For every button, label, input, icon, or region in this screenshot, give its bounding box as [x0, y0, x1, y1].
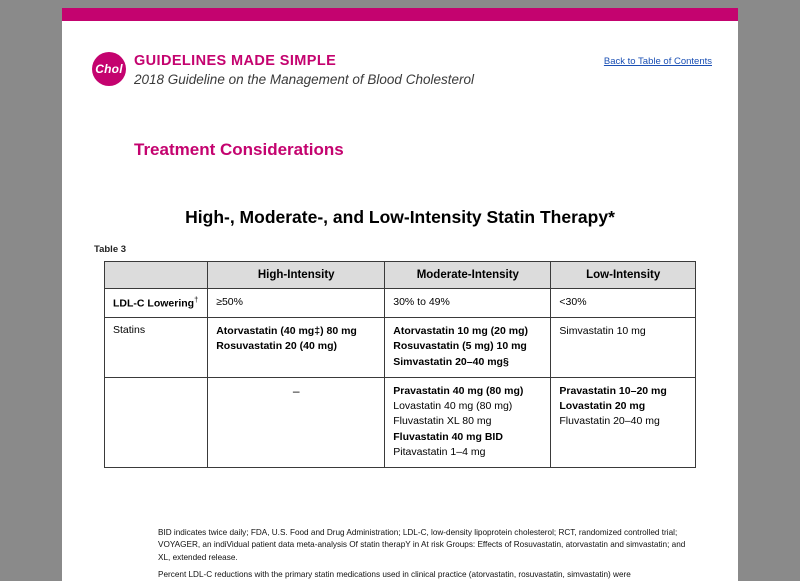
- statin-therapy-table: [104, 261, 696, 468]
- cell-line: Rosuvastatin (5 mg) 10 mg: [393, 340, 527, 353]
- cell-line: Lovastatin 40 mg (80 mg): [393, 400, 513, 413]
- footnote-abbreviations: BID indicates twice daily; FDA, U.S. Food and Drug Administration; LDL-C, low-density lipoprotein cholesterol; RCT, randomized controlled trial; VOYAGER, an indiVidual patient data meta-analysis Of statin therapY in At risk Groups: Effects of Rosuvastatin, atorvastatin and simvastatin; and XL, extended release.: [158, 528, 686, 562]
- cell-low-ldl: [551, 289, 696, 318]
- table-label: Table 3: [94, 244, 127, 255]
- table-row: [105, 289, 696, 318]
- guidelines-made-simple-title: GUIDELINES MADE SIMPLE: [134, 53, 337, 69]
- cell-line: Atorvastatin 10 mg (20 mg): [393, 325, 529, 338]
- cell-high-none: [208, 377, 385, 467]
- row-label-text: LDL-C Lowering: [113, 297, 195, 310]
- row-label-empty: [105, 377, 208, 467]
- table-header-moderate-intensity: Moderate-Intensity: [385, 262, 551, 289]
- cell-line: Rosuvastatin 20 (40 mg): [216, 340, 337, 353]
- document-header: [92, 50, 712, 94]
- cell-line: –: [292, 383, 300, 398]
- row-label-statins: [105, 318, 208, 378]
- table-header-blank: [105, 262, 208, 289]
- cell-low-other: [551, 377, 696, 467]
- table-row: [105, 318, 696, 378]
- document-page: [62, 8, 738, 581]
- cell-line: Atorvastatin (40 mg‡) 80 mg: [216, 325, 357, 338]
- table-header-low-intensity: Low-Intensity: [551, 262, 696, 289]
- row-label-superscript: †: [194, 295, 199, 304]
- table-header-high-intensity: High-Intensity: [208, 262, 385, 289]
- cell-moderate-ldl: [385, 289, 551, 318]
- row-label-text: Statins: [113, 324, 146, 337]
- cell-low-statins: [551, 318, 696, 378]
- cell-line: Pitavastatin 1–4 mg: [393, 445, 486, 458]
- cell-line: Pravastatin 10–20 mg: [559, 384, 667, 397]
- cell-high-ldl: [208, 289, 385, 318]
- brand-top-bar: [62, 8, 738, 21]
- table-header-row: [105, 262, 696, 289]
- cell-moderate-statins: [385, 318, 551, 378]
- back-to-table-of-contents-link[interactable]: Back to Table of Contents: [603, 56, 712, 67]
- cell-line: Lovastatin 20 mg: [559, 400, 646, 413]
- chol-badge: Chol: [92, 52, 126, 86]
- cell-line: Fluvastatin 20–40 mg: [559, 415, 660, 428]
- cell-moderate-other: [385, 377, 551, 467]
- footnote-ldl-reductions: Percent LDL-C reductions with the primary statin medications used in clinical practice (atorvastatin, rosuvastatin, simvastatin) were: [158, 570, 631, 579]
- row-label-ldl-c-lowering: [105, 289, 208, 318]
- page-title: High-, Moderate-, and Low-Intensity Statin Therapy*: [185, 207, 615, 227]
- cell-line: Fluvastatin 40 mg BID: [393, 430, 503, 443]
- cell-line: 30% to 49%: [393, 296, 450, 308]
- cell-high-statins: [208, 318, 385, 378]
- cell-line: ≥50%: [216, 296, 243, 308]
- cell-line: Pravastatin 40 mg (80 mg): [393, 384, 524, 397]
- guideline-subtitle: 2018 Guideline on the Management of Blood Cholesterol: [134, 72, 474, 87]
- cell-line: <30%: [559, 296, 587, 308]
- cell-line: Simvastatin 10 mg: [559, 325, 646, 338]
- cell-line: Simvastatin 20–40 mg§: [393, 355, 509, 368]
- cell-line: Fluvastatin XL 80 mg: [393, 415, 492, 428]
- section-title: Treatment Considerations: [134, 140, 344, 159]
- table-row: [105, 377, 696, 467]
